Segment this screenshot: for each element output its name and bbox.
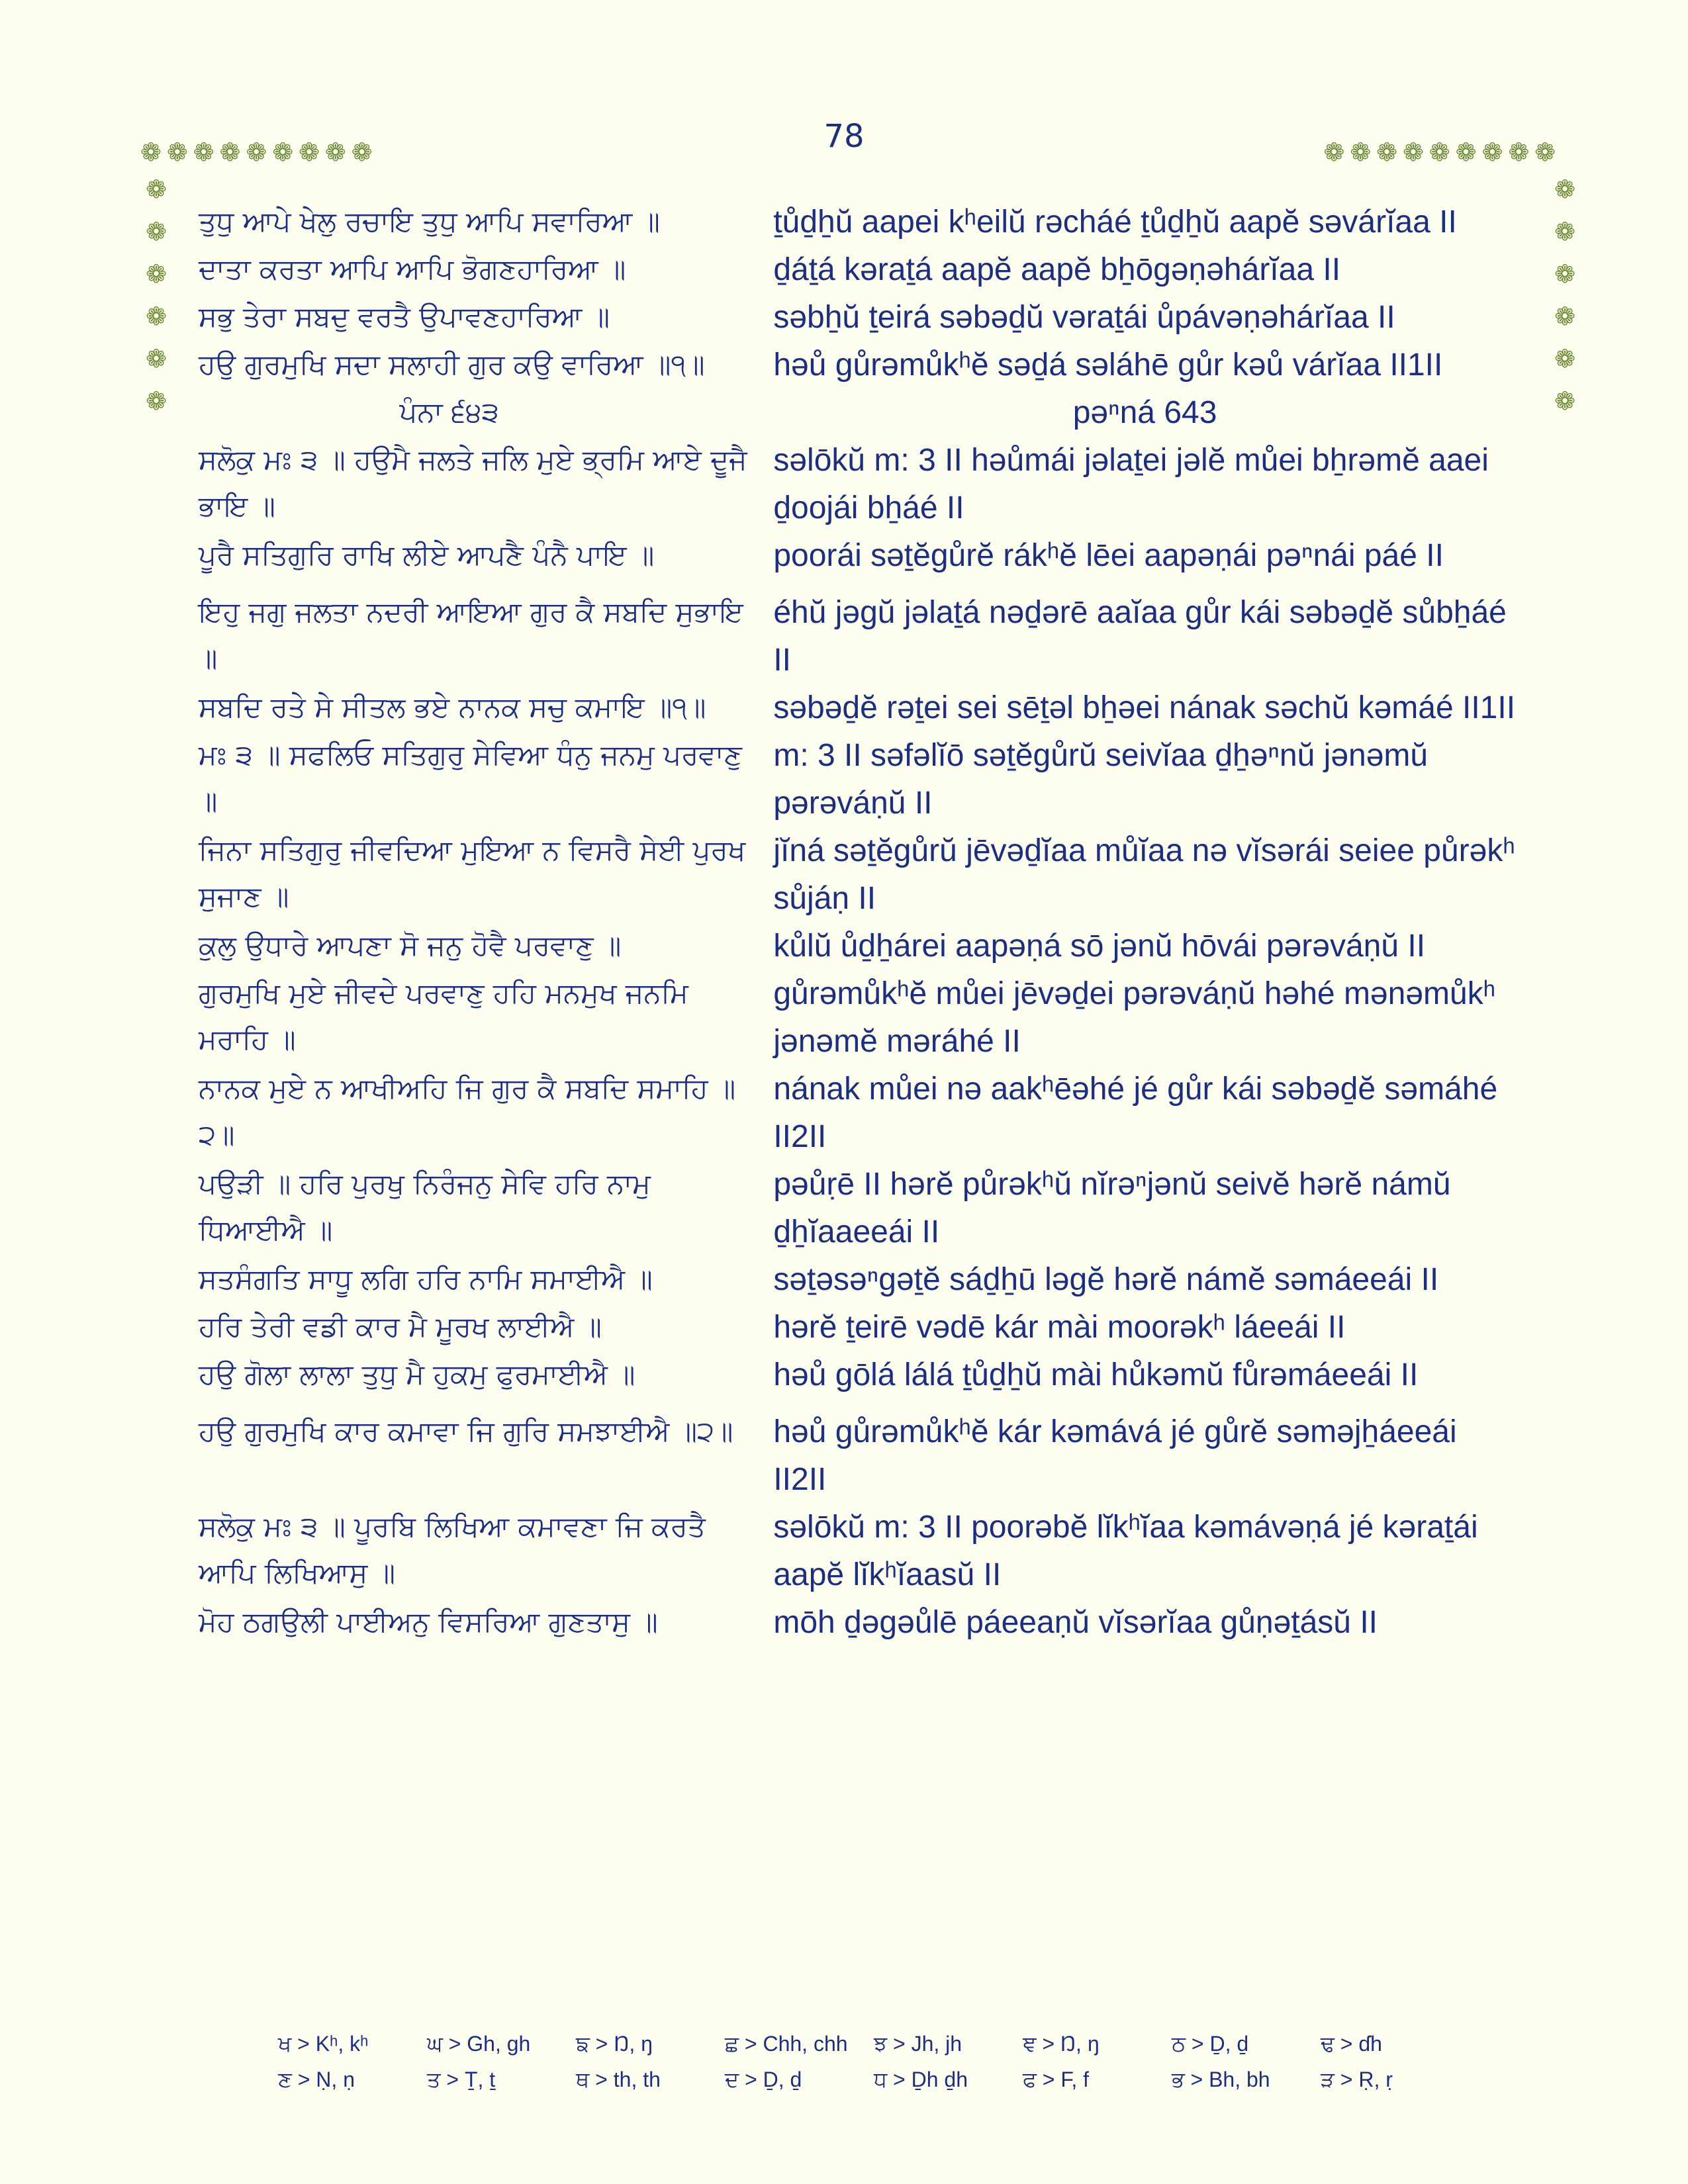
flower-ornament-icon: ❁ [1508, 138, 1530, 167]
gurmukhi-text: ਇਹੁ ਜਗੁ ਜਲਤਾ ਨਦਰੀ ਆਇਆ ਗੁਰ ਕੈ ਸਬਦਿ ਸੁਭਾਇ ॥ [199, 596, 743, 674]
legend-entry: ਤ > Ṯ, ṯ [427, 2068, 496, 2091]
gurmukhi-text: ਪੂਰੈ ਸਤਿਗੁਰਿ ਰਾਖਿ ਲੀਏ ਆਪਣੈ ਪੰਨੈ ਪਾਇ ॥ [199, 539, 655, 571]
transliteration-text: ḏáṯá kəraṯá aapĕ aapĕ bẖōgəṇəhárĭaa II [773, 252, 1341, 287]
gurmukhi-text: ਜਿਨਾ ਸਤਿਗੁਰੁ ਜੀਵਦਿਆ ਮੁਇਆ ਨ ਵਿਸਰੈ ਸੇਈ ਪੁਰਖ ਸੁਜਾਣ ॥ [199, 834, 746, 913]
verse-row [199, 684, 1516, 732]
flower-ornament-icon: ❁ [146, 302, 167, 331]
gurmukhi-text: ਸਭੁ ਤੇਰਾ ਸਬਦੁ ਵਰਤੈ ਉਪਾਵਣਹਾਰਿਆ ॥ [199, 300, 610, 333]
transliteration-legend [278, 2032, 1470, 2103]
verse-row [199, 827, 1516, 923]
flower-ornament-icon: ❁ [146, 344, 167, 373]
legend-entry: ਘ > Gh, gh [427, 2032, 531, 2056]
transliteration-text: səbəḏĕ rəṯei sei sēṯəl bẖəei nának səchŭ kəmáé II1II [773, 690, 1516, 725]
flower-ornament-icon: ❁ [219, 138, 241, 167]
verse-row [199, 923, 1516, 970]
flower-ornament-icon: ❁ [140, 138, 162, 167]
gurmukhi-text: ਮੋਹ ਠਗਉਲੀ ਪਾਈਅਨੁ ਵਿਸਰਿਆ ਗੁਣਤਾਸੁ ॥ [199, 1606, 658, 1638]
verse-row [199, 1066, 1516, 1161]
flower-ornament-icon: ❁ [1554, 217, 1575, 246]
verse-row [199, 1504, 1516, 1599]
gurmukhi-text: ਸਬਦਿ ਰਤੇ ਸੇ ਸੀਤਲ ਭਏ ਨਾਨਕ ਸਚੁ ਕਮਾਇ ॥੧॥ [199, 691, 706, 723]
flower-ornament-icon: ❁ [166, 138, 188, 167]
flower-ornament-icon: ❁ [1350, 138, 1372, 167]
gurmukhi-text: ਹਉ ਗੁਰਮੁਖਿ ਸਦਾ ਸਲਾਹੀ ਗੁਰ ਕਉ ਵਾਰਿਆ ॥੧॥ [199, 348, 705, 381]
flower-ornament-icon: ❁ [1534, 138, 1556, 167]
transliteration-text: həů gůrəmůkʰĕ kár kəmává jé gůrĕ səməjẖáeeái II2II [773, 1414, 1457, 1497]
transliteration-text: ṯůḏẖŭ aapei kʰeilŭ rəcháé ṯůḏẖŭ aapĕ səvárĭaa II [773, 205, 1457, 240]
verse-row [199, 1351, 1516, 1399]
transliteration-text: m: 3 II səfəlĭō səṯĕgůrŭ seivĭaa ḏẖəⁿnŭ jənəmŭ pərəváṇŭ II [773, 738, 1429, 821]
flower-ornament-icon: ❁ [351, 138, 373, 167]
flower-ornament-icon: ❁ [1323, 138, 1345, 167]
flower-ornament-icon: ❁ [1554, 344, 1575, 373]
transliteration-text: səlōkŭ m: 3 II poorəbĕ lĭkʰĭaa kəmávəṇá jé kəraṯái aapĕ lĭkʰĭaasŭ II [773, 1510, 1478, 1592]
legend-entry: ਭ > Bh, bh [1172, 2068, 1270, 2091]
gurmukhi-text: ਪੰਨਾ ੬੪੩ [399, 396, 499, 428]
legend-entry: ਛ > Chh, chh [725, 2032, 848, 2056]
verse-row [199, 532, 1516, 580]
flower-ornament-icon: ❁ [246, 138, 267, 167]
verse-table [199, 199, 1516, 1647]
flower-ornament-icon: ❁ [1402, 138, 1424, 167]
flower-ornament-icon: ❁ [1554, 175, 1575, 204]
transliteration-text: kůlŭ ůḏẖárei aapəṇá sō jənŭ hōvái pərəváṇŭ II [773, 929, 1426, 964]
legend-entry: ਞ > Ŋ, ŋ [1023, 2032, 1100, 2056]
gurmukhi-text: ਹਉ ਗੁਰਮੁਖਿ ਕਾਰ ਕਮਾਵਾ ਜਿ ਗੁਰਿ ਸਮਝਾਈਐ ॥੨॥ [199, 1415, 733, 1447]
legend-entry: ਢ > ɗh [1321, 2032, 1382, 2056]
ornament-border-left [140, 168, 172, 422]
legend-entry: ਙ > Ŋ, ŋ [576, 2032, 653, 2056]
verse-row [199, 732, 1516, 827]
transliteration-text: nának můei nə aakʰēəhé jé gůr kái səbəḏĕ səmáhé II2II [773, 1071, 1498, 1154]
gurmukhi-text: ਸਲੋਕੁ ਮਃ ੩ ॥ ਪੂਰਬਿ ਲਿਖਿਆ ਕਮਾਵਣਾ ਜਿ ਕਰਤੈ ਆਪਿ ਲਿਖਿਆਸੁ ॥ [199, 1510, 706, 1589]
gurmukhi-text: ਤੁਧੁ ਆਪੇ ਖੇਲੁ ਰਚਾਇ ਤੁਧੁ ਆਪਿ ਸਵਾਰਿਆ ॥ [199, 205, 660, 238]
flower-ornament-icon: ❁ [146, 217, 167, 246]
flower-ornament-icon: ❁ [272, 138, 294, 167]
verse-row [199, 1599, 1516, 1647]
flower-ornament-icon: ❁ [1429, 138, 1450, 167]
gurmukhi-text: ਸਲੋਕੁ ਮਃ ੩ ॥ ਹਉਮੈ ਜਲਤੇ ਜਲਿ ਮੁਏ ਭ੍ਰਮਿ ਆਏ ਦੂਜੈ ਭਾਇ ॥ [199, 443, 747, 522]
verse-row [199, 437, 1516, 532]
verse-row [199, 1161, 1516, 1256]
legend-row [278, 2068, 1470, 2103]
transliteration-text: həů gůrəmůkʰĕ səḏá səláhē gůr kəů várĭaa II1II [773, 347, 1443, 383]
transliteration-text: hərĕ ṯeirē vədē kár mài moorəkʰ láeeái II [773, 1310, 1346, 1345]
transliteration-text: pəⁿná 643 [1072, 395, 1217, 430]
transliteration-text: éhŭ jəgŭ jəlaṯá nəḏərē aaĭaa gůr kái səbəḏĕ sůbẖáé II [773, 595, 1507, 678]
gurmukhi-text: ਨਾਨਕ ਮੁਏ ਨ ਆਖੀਅਹਿ ਜਿ ਗੁਰ ਕੈ ਸਬਦਿ ਸਮਾਹਿ ॥੨॥ [199, 1072, 736, 1151]
transliteration-text: həů gōlá lálá ṯůḏẖŭ mài hůkəmŭ fůrəmáeeái II [773, 1357, 1419, 1392]
flower-ornament-icon: ❁ [324, 138, 346, 167]
legend-entry: ਣ > Ṇ, ṇ [278, 2068, 355, 2091]
flower-ornament-icon: ❁ [146, 175, 167, 204]
legend-entry: ਦ > Ḏ, ḏ [725, 2068, 802, 2091]
verse-row [199, 341, 1516, 389]
legend-entry: ਖ > Kʰ, kʰ [278, 2032, 369, 2056]
transliteration-text: səlōkŭ m: 3 II həůmái jəlaṯei jəlĕ můei bẖrəmĕ aaei ḏoojái bẖáé II [773, 443, 1489, 525]
flower-ornament-icon: ❁ [299, 138, 320, 167]
flower-ornament-icon: ❁ [1554, 302, 1575, 331]
legend-entry: ਫ > F, f [1023, 2068, 1090, 2091]
transliteration-text: mōh ḏəgəůlē páeeaṇŭ vĭsərĭaa gůṇəṯásŭ II [773, 1605, 1378, 1640]
page-marker-row [199, 389, 1516, 437]
verse-row [199, 589, 1516, 684]
page-number: 78 [823, 118, 865, 155]
legend-entry: ਠ > Ḏ, ḏ [1172, 2032, 1249, 2056]
ornament-border-top-left [140, 136, 373, 168]
verse-row [199, 294, 1516, 341]
flower-ornament-icon: ❁ [1481, 138, 1503, 167]
verse-row [199, 1256, 1516, 1304]
gurmukhi-text: ਕੁਲੁ ਉਧਾਰੇ ਆਪਣਾ ਸੋ ਜਨੁ ਹੋਵੈ ਪਰਵਾਣੁ ॥ [199, 929, 622, 962]
flower-ornament-icon: ❁ [1554, 387, 1575, 416]
verse-row [199, 246, 1516, 294]
transliteration-text: jĭná səṯĕgůrŭ jēvəḏĭaa můĭaa nə vĭsərái seiee půrəkʰ sůjáṇ II [773, 833, 1515, 916]
legend-entry: ਧ > Ḏh ḏh [874, 2068, 968, 2091]
transliteration-text: gůrəmůkʰĕ můei jēvəḏei pərəváṇŭ həhé mənəmůkʰ jənəmĕ məráhé II [773, 976, 1496, 1059]
gurmukhi-text: ਸਤਸੰਗਤਿ ਸਾਧੂ ਲਗਿ ਹਰਿ ਨਾਮਿ ਸਮਾਈਐ ॥ [199, 1263, 653, 1295]
gurmukhi-text: ਮਃ ੩ ॥ ਸਫਲਿਓ ਸਤਿਗੁਰੁ ਸੇਵਿਆ ਧੰਨੁ ਜਨਮੁ ਪਰਵਾਣੁ ॥ [199, 739, 742, 817]
legend-entry: ਥ > th, th [576, 2068, 661, 2091]
transliteration-text: səṯəsəⁿgəṯĕ sáḏẖū ləgĕ hərĕ námĕ səmáeeái II [773, 1262, 1439, 1297]
flower-ornament-icon: ❁ [146, 259, 167, 289]
legend-row [278, 2032, 1470, 2068]
legend-entry: ਝ > Jh, jh [874, 2032, 962, 2056]
legend-entry: ੜ > Ṛ, ṛ [1321, 2068, 1393, 2091]
gurmukhi-text: ਹਰਿ ਤੇਰੀ ਵਡੀ ਕਾਰ ਮੈ ਮੂਰਖ ਲਾਈਐ ॥ [199, 1310, 602, 1343]
flower-ornament-icon: ❁ [1554, 259, 1575, 289]
transliteration-text: səbẖŭ ṯeirá səbəḏŭ vəraṯái ůpávəṇəhárĭaa II [773, 300, 1395, 335]
flower-ornament-icon: ❁ [1455, 138, 1477, 167]
verse-row [199, 1408, 1516, 1504]
transliteration-text: pəůṛē II hərĕ půrəkʰŭ nĭrəⁿjənŭ seivĕ hərĕ námŭ ḏẖĭaaeeái II [773, 1167, 1451, 1250]
flower-ornament-icon: ❁ [146, 387, 167, 416]
verse-row [199, 970, 1516, 1066]
flower-ornament-icon: ❁ [1376, 138, 1397, 167]
gurmukhi-text: ਪਉੜੀ ॥ ਹਰਿ ਪੁਰਖੁ ਨਿਰੰਜਨੁ ਸੇਵਿ ਹਰਿ ਨਾਮੁ ਧਿਆਈਐ ॥ [199, 1167, 651, 1246]
ornament-border-top-right [1323, 136, 1556, 168]
flower-ornament-icon: ❁ [193, 138, 214, 167]
verse-row [199, 199, 1516, 246]
gurmukhi-text: ਹਉ ਗੋਲਾ ਲਾਲਾ ਤੁਧੁ ਮੈ ਹੁਕਮੁ ਫੁਰਮਾਈਐ ॥ [199, 1358, 635, 1390]
gurmukhi-text: ਦਾਤਾ ਕਰਤਾ ਆਪਿ ਆਪਿ ਭੋਗਣਹਾਰਿਆ ॥ [199, 253, 626, 285]
transliteration-text: poorái səṯĕgůrĕ rákʰĕ lēei aapəṇái pəⁿnái páé II [773, 538, 1444, 573]
gurmukhi-text: ਗੁਰਮੁਖਿ ਮੁਏ ਜੀਵਦੇ ਪਰਵਾਣੁ ਹਹਿ ਮਨਮੁਖ ਜਨਮਿ ਮਰਾਹਿ ॥ [199, 977, 688, 1056]
ornament-border-right [1549, 168, 1581, 422]
verse-row [199, 1304, 1516, 1351]
